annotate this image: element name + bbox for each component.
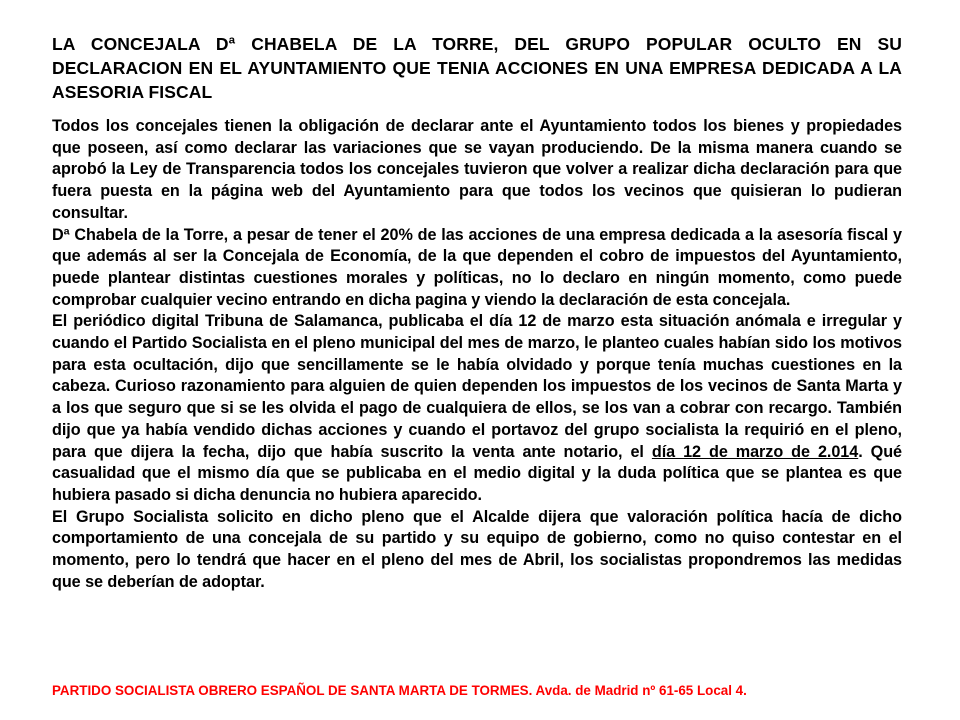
paragraph-tribuna-text-after: . Qué casualidad que el mismo día que se publicaba en el medio digital y la duda política que se plantea es que hubiera pasado si dicha denuncia no hubiera aparecido. [52, 442, 902, 504]
footer-address: PARTIDO SOCIALISTA OBRERO ESPAÑOL DE SANTA MARTA DE TORMES. Avda. de Madrid nº 61-65 Local 4. [52, 683, 747, 698]
document-title: LA CONCEJALA Dª CHABELA DE LA TORRE, DEL GRUPO POPULAR OCULTO EN SU DECLARACION EN EL AYUNTAMIENTO QUE TENIA ACCIONES EN UNA EMPRESA DEDICADA A LA ASESORIA FISCAL [52, 34, 902, 102]
paragraph-tribuna-text-before: El periódico digital Tribuna de Salamanca, publicaba el día 12 de marzo esta situación anómala e irregular y cuando el Partido Socialista en el pleno municipal del mes de marzo, le planteo cuales habían sido los motivos para esta ocultación, dijo que sencillamente se le había olvidado y porque tenía muchas cuestiones en la cabeza. Curioso razonamiento para alguien de quien dependen los impuestos de los vecinos de Santa Marta y a los que seguro que si se les olvida el pago de cualquiera de ellos, se los van a cobrar con recargo. También dijo que ya había vendido dichas acciones y cuando el portavoz del grupo socialista la requirió en el pleno, para que dijera la fecha, dijo que había suscrito la venta ante notario, el [52, 312, 902, 461]
paragraph-tribuna [52, 311, 902, 506]
paragraph-obligation: Todos los concejales tienen la obligación de declarar ante el Ayuntamiento todos los bienes y propiedades que poseen, así como declarar las variaciones que se vayan produciendo. De la misma manera cuando se aprobó la Ley de Transparencia todos los concejales tuvieron que volver a realizar dicha declaración para que fuera puesta en la página web del Ayuntamiento para que todos los vecinos que quisieran lo pudieran consultar. [52, 117, 902, 222]
underlined-date: día 12 de marzo de 2.014 [651, 442, 859, 461]
paragraph-chabela: Dª Chabela de la Torre, a pesar de tener el 20% de las acciones de una empresa dedicada a la asesoría fiscal y que además al ser la Concejala de Economía, de la que dependen el cobro de impuestos del Ayuntamiento, puede plantear distintas cuestiones morales y políticas, no lo declaro en ningún momento, como puede comprobar cualquier vecino entrando en dicha pagina y viendo la declaración de esta concejala. [52, 225, 902, 309]
document-page [52, 32, 902, 593]
paragraph-grupo-socialista: El Grupo Socialista solicito en dicho pleno que el Alcalde dijera que valoración política hacía de dicho comportamiento de una concejala de su partido y su equipo de gobierno, como no quiso contestar en el momento, pero lo tendrá que hacer en el pleno del mes de Abril, los socialistas propondremos las medidas que se deberían de adoptar. [52, 507, 902, 591]
